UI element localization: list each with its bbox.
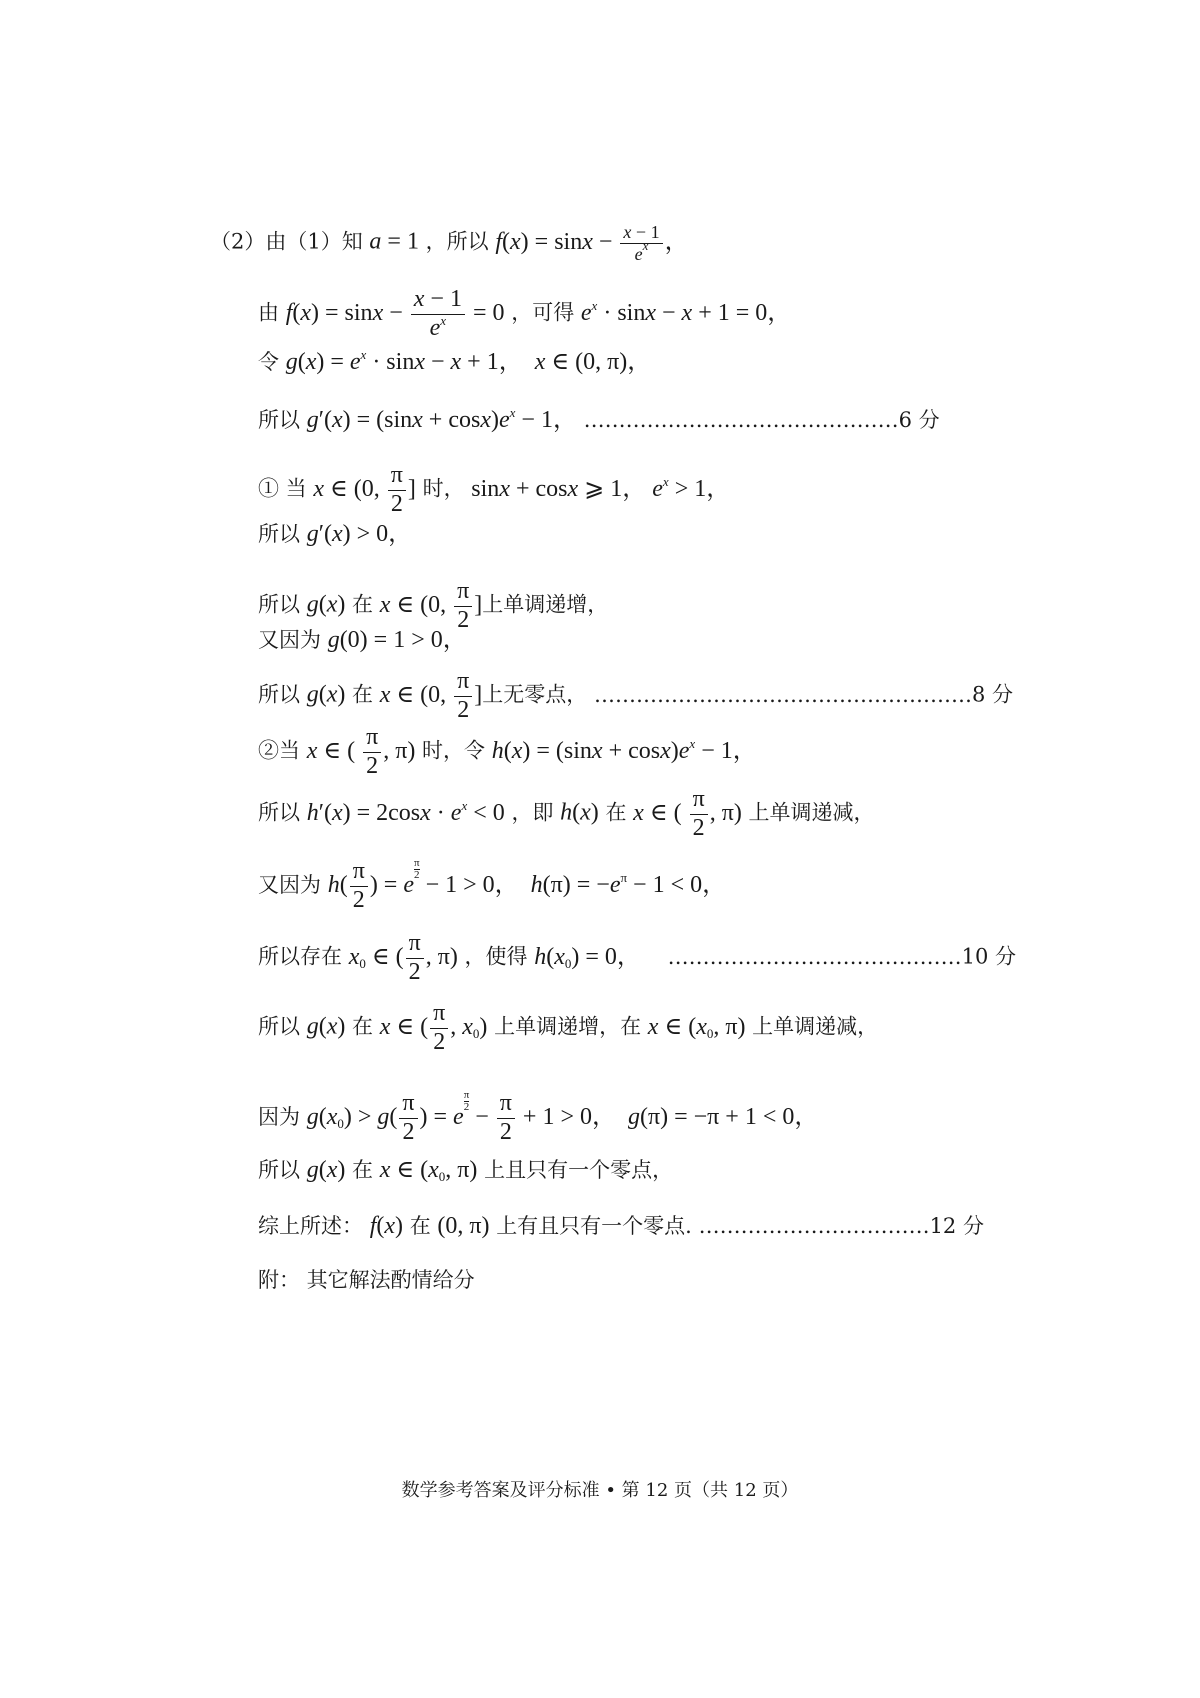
math: x ∈ ($x_0$, π)	[647, 1013, 746, 1041]
solution-line-2	[258, 286, 791, 342]
text: ，使得	[464, 944, 528, 969]
text: 上单调递减，	[748, 800, 875, 825]
score-label: 10 分	[961, 944, 1017, 969]
solution-line-11	[258, 786, 875, 842]
math: $e^x \cdot \sin x - x + 1 = 0$，	[580, 297, 792, 326]
solution-line-1	[210, 222, 689, 264]
text: 所以	[258, 522, 300, 546]
math: x ∈ (0, $\frac{\pi}{2}$ ]	[379, 578, 483, 633]
text: 所以	[258, 800, 300, 825]
score-label: 6 分	[898, 408, 940, 432]
text: 上单调递减，	[752, 1014, 879, 1039]
text: 上单调递增，在	[494, 1014, 642, 1039]
math: f(x) = sinx − $\frac{x - 1}{e^x}$ ，	[495, 222, 689, 264]
note-text: 附： 其它解法酌情给分	[258, 1268, 475, 1292]
math: g(x)	[306, 681, 346, 708]
text: 所以存在	[258, 944, 342, 969]
math: x ∈ (0, $\frac{\pi}{2}$ ]	[313, 462, 416, 517]
text: 上无零点，	[482, 682, 588, 707]
score-label: 12 分	[929, 1214, 984, 1238]
text: 上单调递增，	[482, 592, 609, 617]
text: 时，令	[422, 738, 486, 763]
math: h( $\frac{\pi}{2}$ ) = e $\frac{\pi}{2}$ − 1 > 0， $h(\pi) = -e^\pi - 1 < 0$，	[327, 857, 727, 913]
solution-line-4	[258, 405, 940, 433]
math: a = 1	[369, 228, 419, 255]
score-leader: ……………………………	[698, 1214, 930, 1238]
text: 所以	[258, 682, 300, 707]
solution-line-18	[258, 1270, 475, 1291]
text: 在	[352, 592, 374, 617]
math: $g(x_0) > g$( $\frac{\pi}{2}$ ) = e $\frac{\pi}{2}$ − $\frac{\pi}{2}$ + 1 > 0， g(π) = −π + 1 < 0，	[306, 1089, 819, 1145]
text: 上有且只有一个零点.	[496, 1214, 692, 1238]
score-leader: ………………………………………	[583, 408, 899, 432]
text: 又因为	[258, 873, 321, 897]
text: 所以	[258, 1014, 300, 1039]
solution-line-16	[258, 1158, 673, 1182]
math: f(x)	[369, 1213, 404, 1239]
math: g(0) = 1 > 0，	[327, 627, 467, 653]
math: h(x)	[560, 799, 599, 826]
math: (0, π)	[437, 1213, 490, 1239]
solution-line-9	[258, 668, 1013, 724]
math: $h(x_0) = 0$，	[534, 943, 641, 971]
solution-line-8	[258, 628, 467, 652]
text: 综上所述：	[258, 1214, 363, 1238]
text: 在	[352, 1014, 374, 1039]
math: g(x)	[306, 591, 346, 618]
math: $g'(x) = (\sin x + \cos x)e^x - 1$，	[306, 405, 577, 433]
page-footer: 数学参考答案及评分标准 • 第 12 页（共 12 页）	[401, 1480, 799, 1501]
solution-line-3	[258, 347, 652, 375]
solution-line-6	[258, 522, 412, 546]
text: 在	[352, 682, 374, 707]
math: g′(x) > 0，	[306, 521, 413, 547]
text: （2）由（1）知	[210, 229, 363, 254]
text: 由	[258, 300, 279, 325]
text: 因为	[258, 1105, 300, 1129]
solution-line-17	[258, 1214, 984, 1238]
math: x ∈ ( $\frac{\pi}{2}$ , π)	[633, 786, 742, 841]
math: x ∈ (0, $\frac{\pi}{2}$ ]	[379, 668, 483, 723]
math: g(x)	[306, 1157, 346, 1183]
text: ②当	[258, 738, 300, 763]
text: 所以	[258, 1158, 300, 1182]
math: x ∈ ( $\frac{\pi}{2}$ , $x_0$)	[379, 1000, 488, 1055]
math: $h(x) = (\sin x + \cos x)e^x - 1$，	[491, 735, 757, 764]
score-leader: ……………………………………	[667, 944, 962, 969]
text: ，即	[511, 800, 554, 825]
score-label: 8 分	[971, 682, 1013, 707]
math: x ∈ ( $\frac{\pi}{2}$ , π)	[306, 724, 416, 779]
score-leader: ………………………………………………	[593, 682, 972, 707]
text: 所以	[258, 408, 300, 432]
math: x ∈ ($x_0$, π)	[379, 1157, 478, 1184]
math: $g(x) = e^x \cdot \sin x - x + 1$， x ∈ (0, π)，	[285, 347, 652, 375]
text: ，可得	[511, 300, 575, 325]
text: 所以	[258, 592, 300, 617]
math: g(x)	[306, 1013, 346, 1040]
text: 时，	[422, 476, 465, 501]
text: 又因为	[258, 628, 321, 652]
text: 在	[409, 1214, 431, 1238]
text: 上且只有一个零点，	[484, 1158, 674, 1182]
solution-line-7	[258, 578, 608, 634]
text: 在	[352, 1158, 374, 1182]
text: ① 当	[258, 476, 307, 501]
math: $x_0$ ∈ ( $\frac{\pi}{2}$ , π)	[348, 930, 458, 985]
solution-line-12	[258, 858, 726, 915]
solution-line-14	[258, 1000, 878, 1056]
solution-line-15	[258, 1090, 818, 1147]
math: $h'(x) = 2\cos x \cdot e^x < 0$	[306, 797, 505, 826]
solution-line-5	[258, 462, 730, 518]
text: ，所以	[425, 229, 489, 254]
text: 令	[258, 350, 279, 374]
math: sinx + cosx ⩾ 1， $e^x > 1$，	[471, 473, 731, 502]
solution-line-10	[258, 724, 757, 780]
math: f(x) = sinx − $\frac{x - 1}{e^x}$ = 0	[285, 286, 505, 341]
text: 在	[605, 800, 627, 825]
solution-line-13	[258, 930, 1016, 986]
